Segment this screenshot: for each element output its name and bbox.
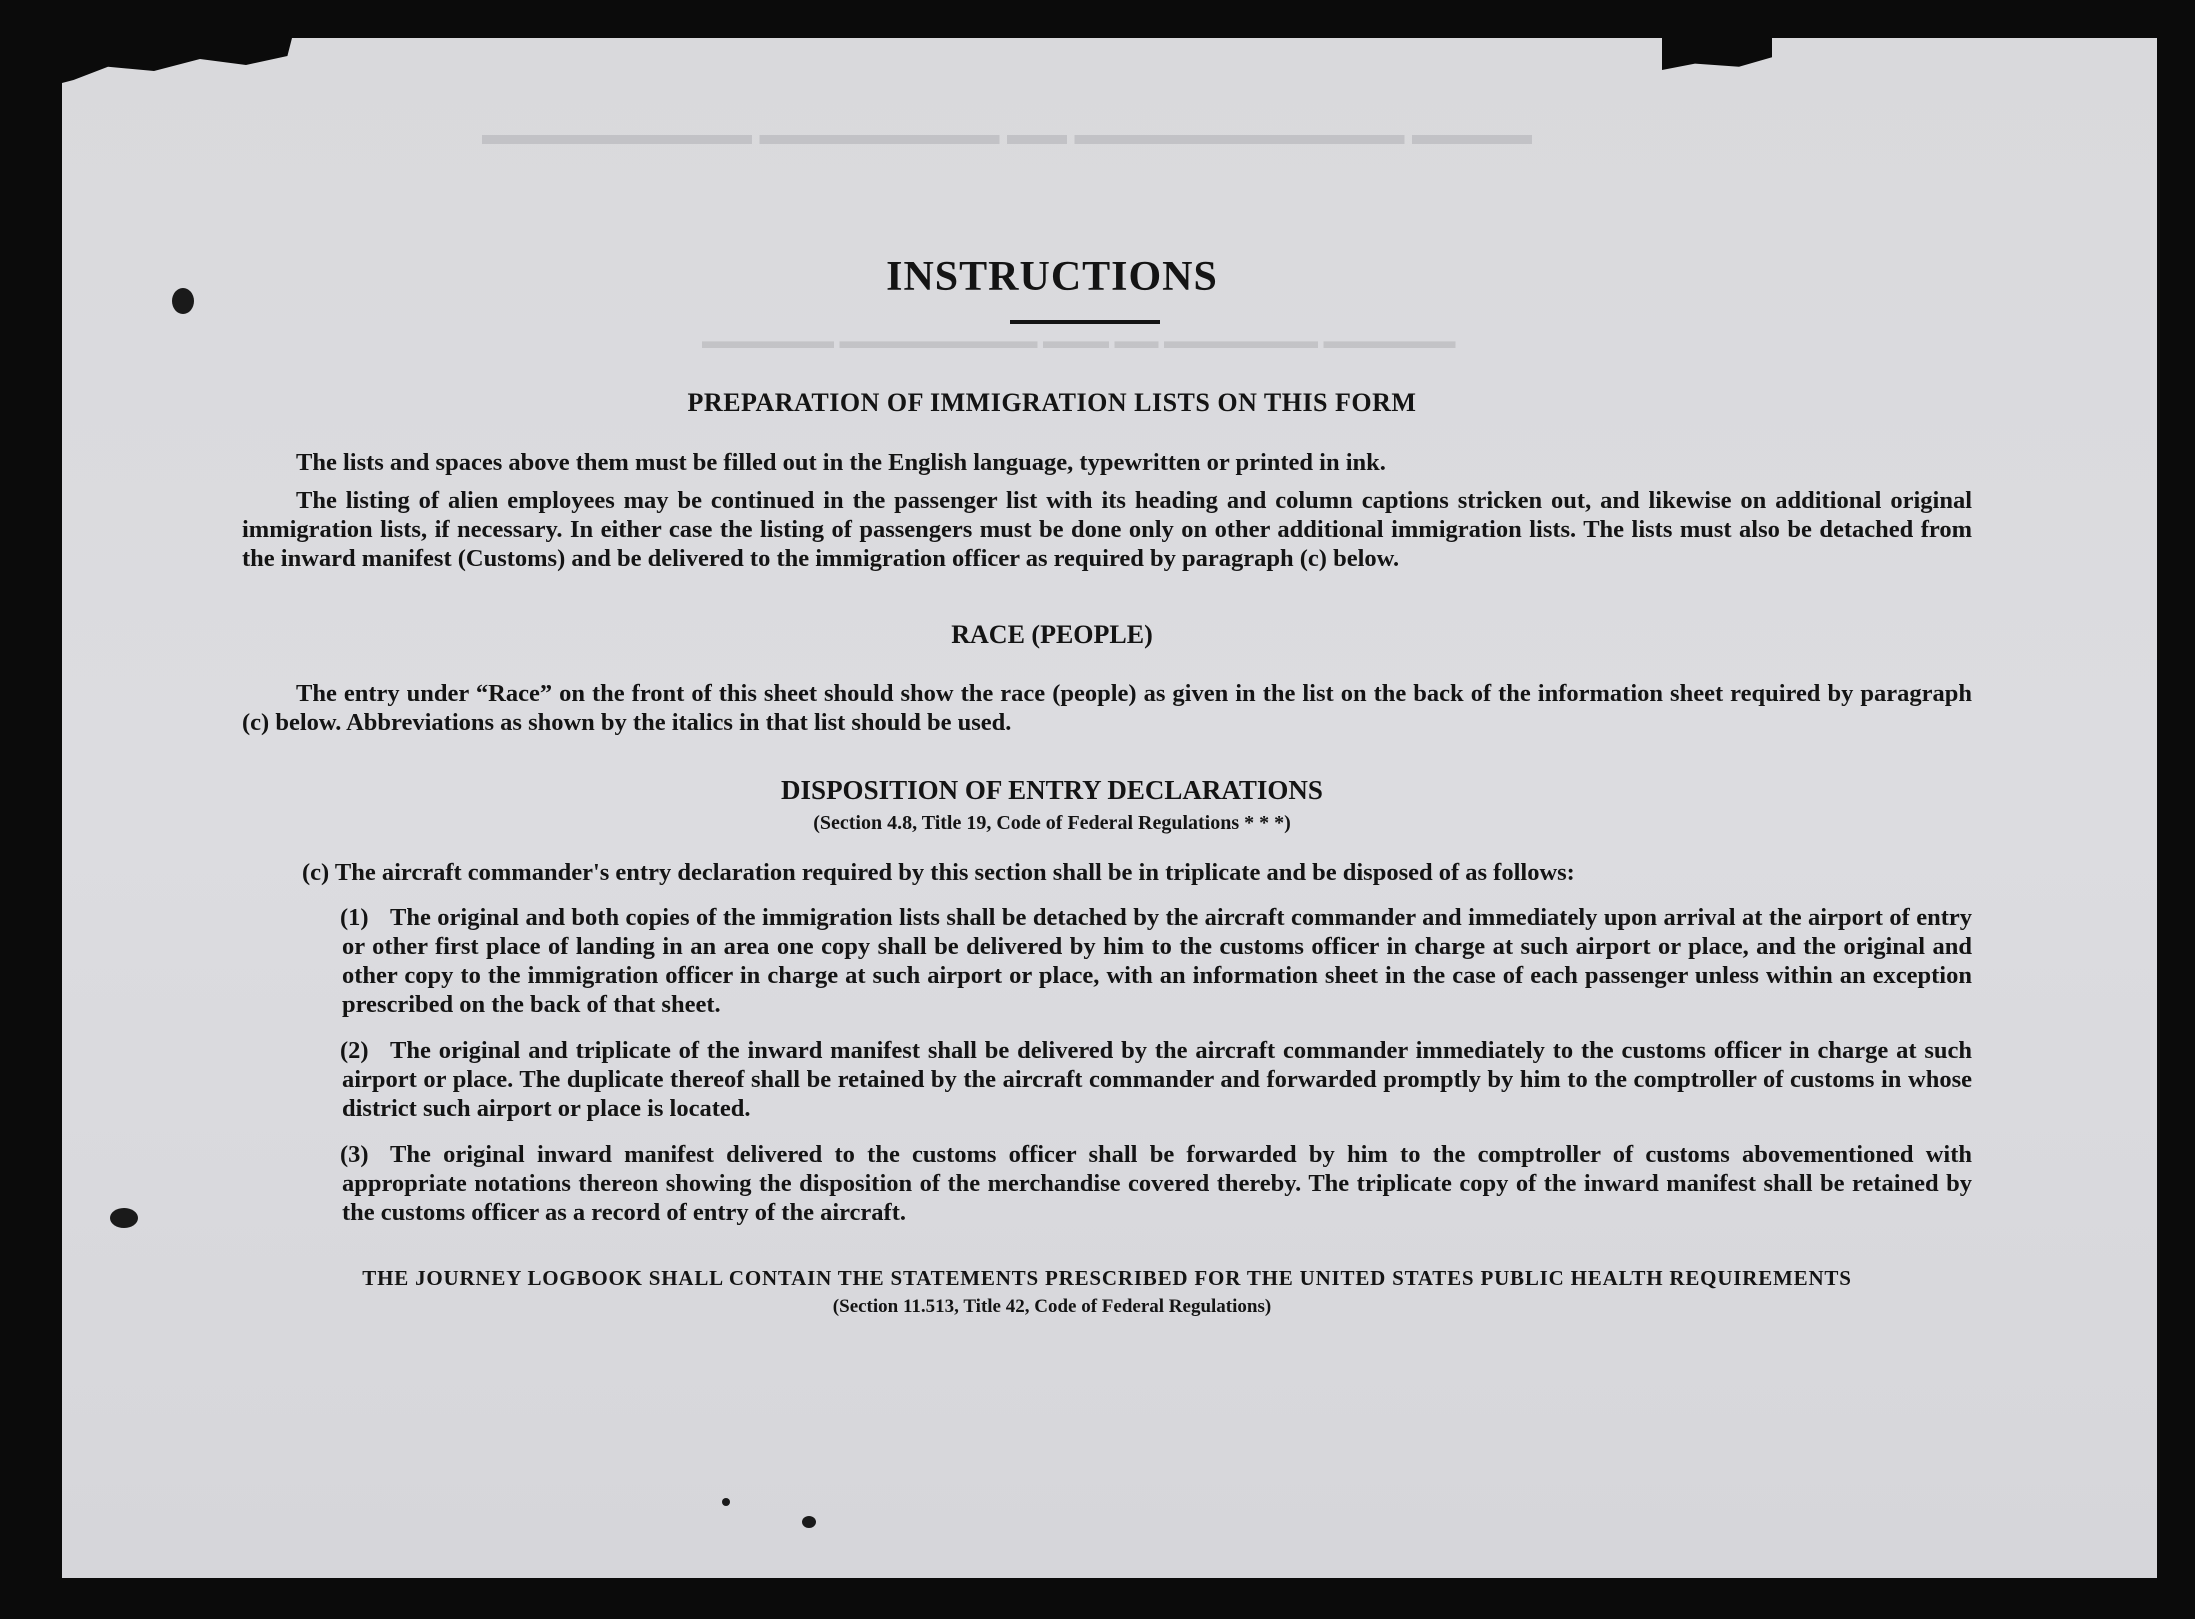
list-item-number: (3) (340, 1141, 369, 1168)
ink-blot (722, 1498, 730, 1506)
ink-blot (802, 1516, 816, 1528)
title-underline (1010, 320, 1160, 324)
paragraph-disposition-intro: (c) The aircraft commander's entry declaration required by this section shall be in triplicate and be disposed of as follows: (302, 859, 1575, 886)
torn-corner (62, 38, 292, 98)
bleed-through-text: ▬▬▬▬▬▬ ▬▬▬▬▬▬▬ ▬▬ ▬▬▬ ▬▬▬▬▬▬▬▬▬ ▬▬▬▬▬▬ (702, 328, 1456, 353)
list-item-text: The original and triplicate of the inward manifest shall be delivered by the aircraft commander immediately to the customs officer in charge at such airport or place. The duplicate thereof shall be retained by the aircraft commander and forwarded promptly by him to the comptroller of customs in whose district such airport or place is located. (342, 1037, 1972, 1122)
paragraph-preparation-2: The listing of alien employees may be continued in the passenger list with its heading and column captions stricken out, and likewise on additional original immigration lists, if necessary. In either case the listing of passengers must be done only on other additional immigration lists. The lists must also be detached from the inward manifest (Customs) and be delivered to the immigration officer as required by paragraph (c) below. (242, 487, 1972, 572)
list-item-text: The original inward manifest delivered to the customs officer shall be forwarded by him to the comptroller of customs abovementioned with appropriate notations thereon showing the disposition of the merchandise covered thereby. The triplicate copy of the inward manifest shall be retained by the customs officer as a record of entry of the aircraft. (342, 1141, 1972, 1226)
list-item (342, 1036, 1972, 1123)
paragraph-race: The entry under “Race” on the front of this sheet should show the race (people) as given in the list on the back of the information sheet required by paragraph (c) below. Abbreviations as shown by the italics in that list should be used. (242, 680, 1972, 736)
list-item (342, 1140, 1972, 1227)
page-title: INSTRUCTIONS (886, 254, 1218, 300)
footer-statement: THE JOURNEY LOGBOOK SHALL CONTAIN THE STATEMENTS PRESCRIBED FOR THE UNITED STATES PUBLIC HEALTH REQUIREMENTS (362, 1266, 1852, 1290)
torn-edge (1662, 38, 1772, 70)
list-item-number: (1) (340, 904, 369, 931)
list-item-number: (2) (340, 1037, 369, 1064)
paragraph-preparation-1: The lists and spaces above them must be filled out in the English language, typewritten or printed in ink. (296, 449, 1386, 476)
list-item-text: The original and both copies of the immigration lists shall be detached by the aircraft commander and immediately upon arrival at the airport of entry or other first place of landing in an area one copy shall be delivered by him to the customs officer in charge at such airport or place, and the original and other copy to the immigration officer in charge at such airport or place, with an information sheet in the case of each passenger unless within an exception prescribed on the back of that sheet. (342, 904, 1972, 1018)
bleed-through-text: ▬▬▬▬ ▬▬▬▬▬▬▬▬▬▬▬ ▬▬ ▬▬▬▬▬▬▬▬ ▬▬▬▬▬▬▬▬▬ (482, 118, 1532, 151)
document-page (62, 38, 2157, 1578)
section-heading-preparation: PREPARATION OF IMMIGRATION LISTS ON THIS FORM (687, 388, 1417, 417)
list-item (342, 903, 1972, 1019)
section-heading-race: RACE (PEOPLE) (951, 620, 1153, 649)
section-heading-disposition: DISPOSITION OF ENTRY DECLARATIONS (781, 775, 1323, 805)
section-subheading-disposition: (Section 4.8, Title 19, Code of Federal Regulations * * *) (813, 812, 1291, 834)
footer-citation: (Section 11.513, Title 42, Code of Federal Regulations) (832, 1296, 1272, 1317)
ink-blot (110, 1208, 138, 1228)
